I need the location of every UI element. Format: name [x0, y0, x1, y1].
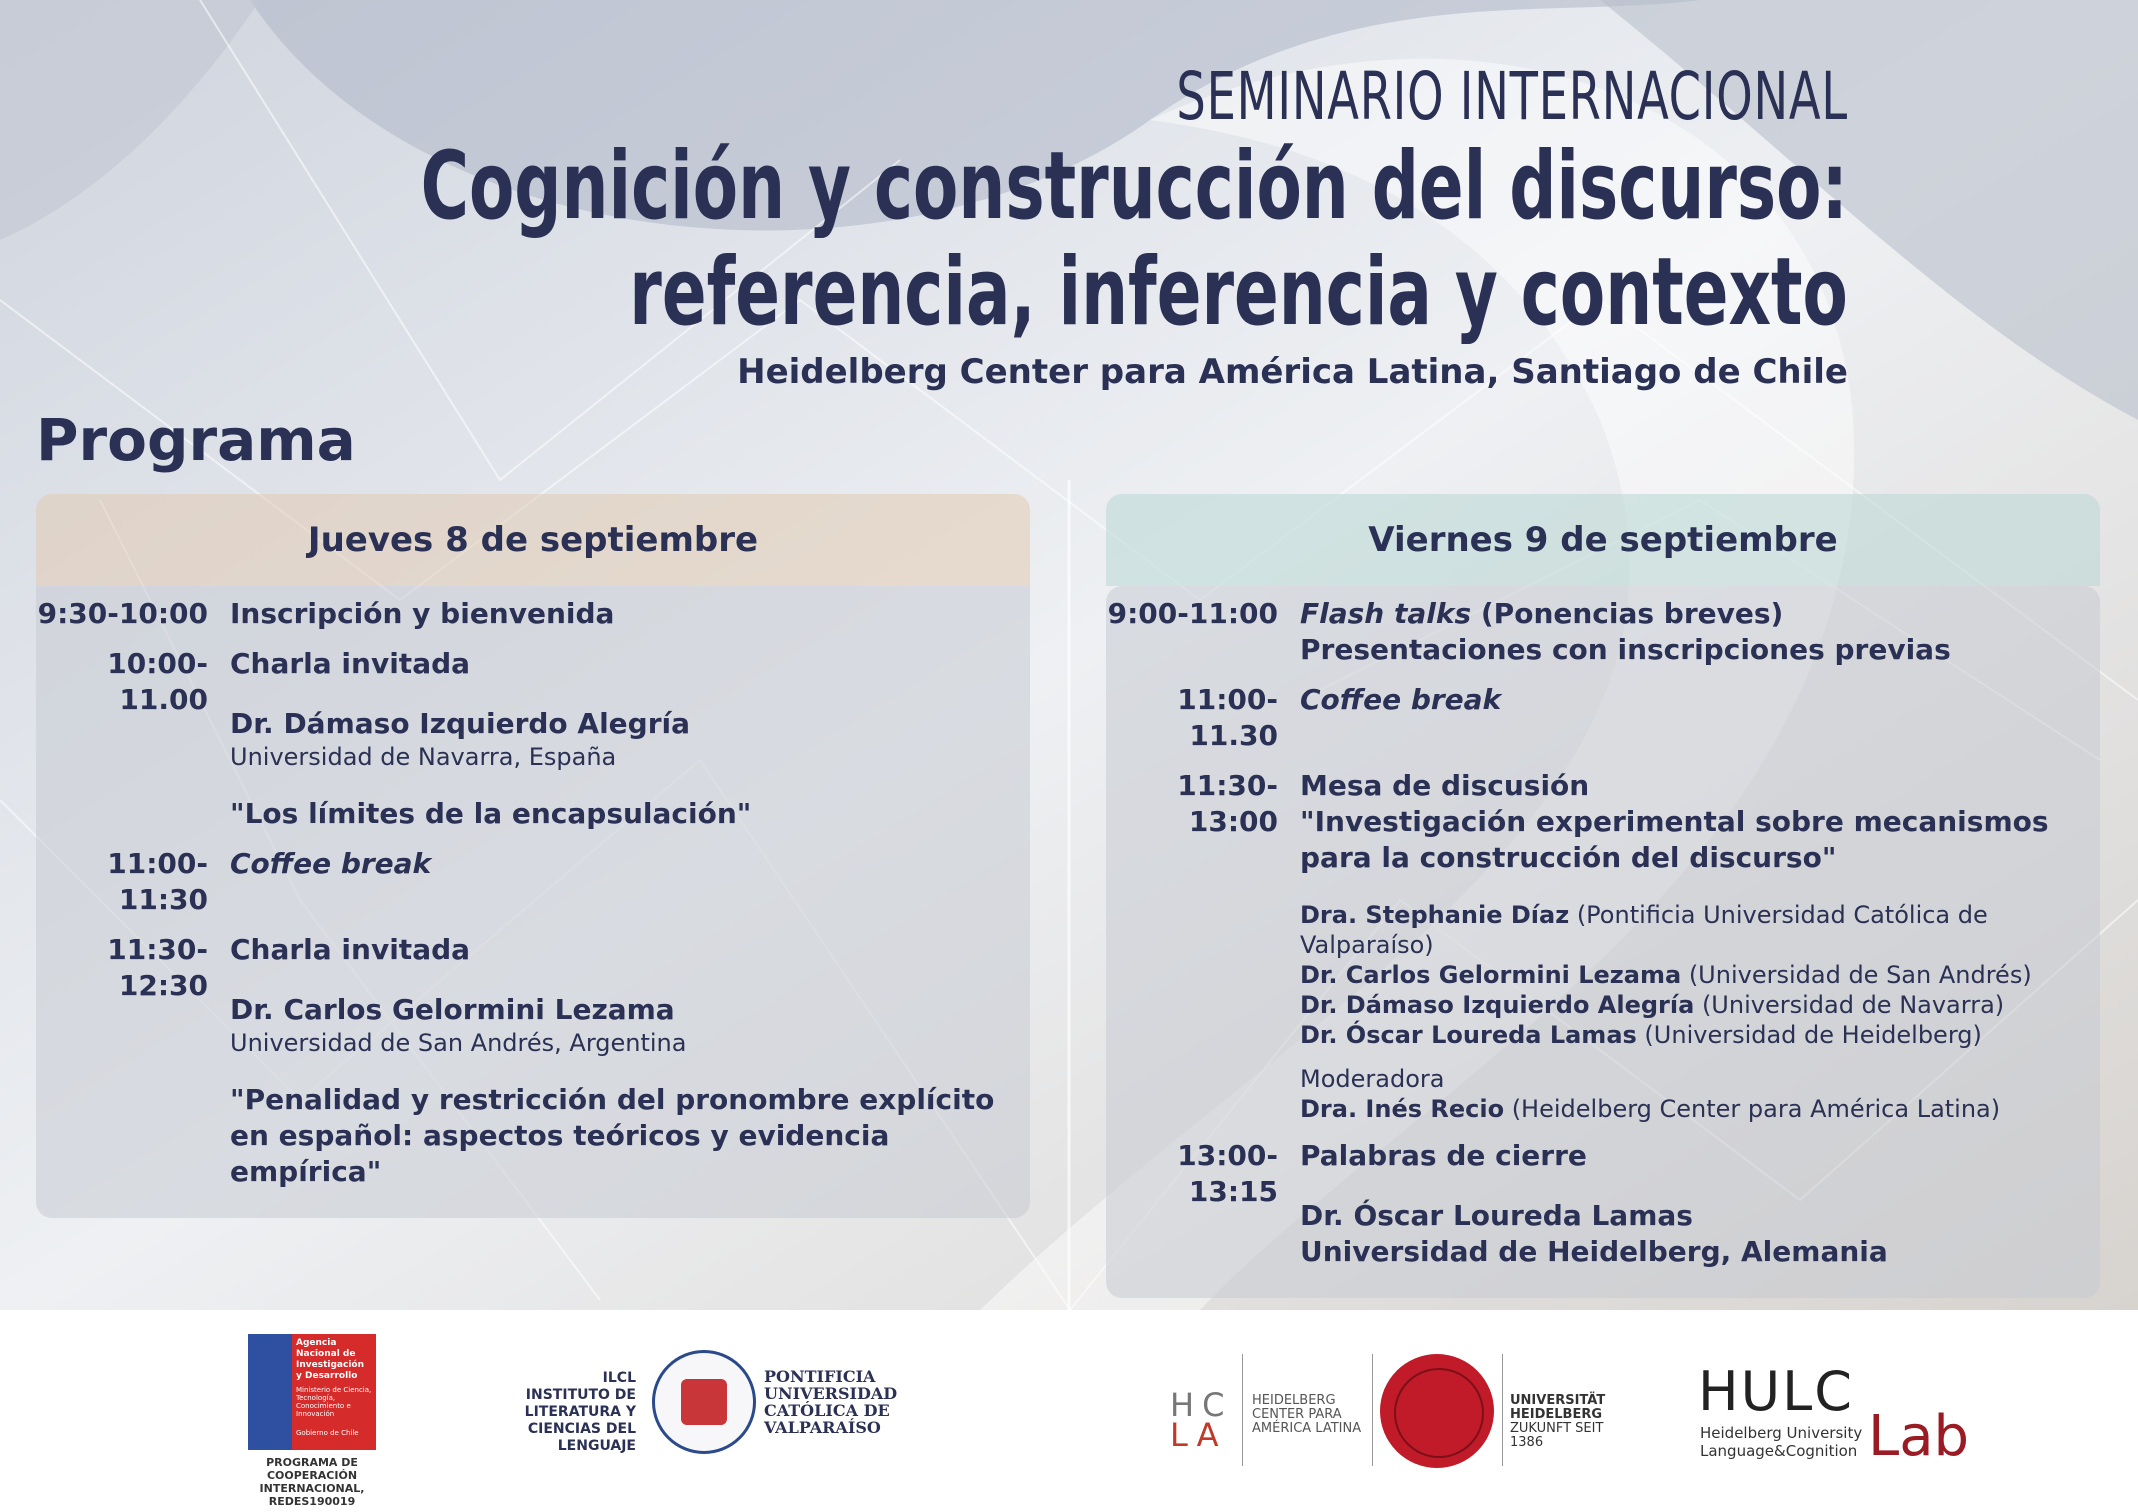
speaker-name: Dr. Óscar Loureda Lamas [1300, 1199, 1693, 1232]
speaker-name: Dr. Dámaso Izquierdo Alegría [230, 707, 691, 740]
title-line-2: referencia, inferencia y contexto [629, 238, 1848, 347]
divider [1372, 1354, 1373, 1466]
panel-member: Dr. Dámaso Izquierdo Alegría (Universidad de Navarra) [1300, 991, 2005, 1019]
talk-title: "Investigación experimental sobre mecanismos para la construcción del discurso" [1300, 805, 2049, 874]
item-time: 11:00-11:30 [107, 847, 208, 916]
day1-column [36, 494, 1030, 1218]
item-time: 10:00-11.00 [107, 647, 208, 716]
item-time: 11:00-11.30 [1177, 683, 1278, 752]
title-line-1: Cognición y construcción del discurso: [420, 132, 1848, 241]
talk-title: "Penalidad y restricción del pronombre explícito en español: aspectos teóricos y evidencia empírica" [230, 1083, 995, 1188]
speaker-name: Dr. Carlos Gelormini Lezama [230, 993, 675, 1026]
panel-member: Dra. Stephanie Díaz (Pontificia Universidad Católica de Valparaíso) [1300, 901, 1988, 959]
pucv-seal-icon [652, 1350, 756, 1454]
item-title: Coffee break [1300, 683, 1502, 716]
anid-gob: Gobierno de Chile [296, 1429, 359, 1437]
programa-heading: Programa [36, 406, 356, 474]
schedule-item [1106, 596, 2100, 668]
item-title: Mesa de discusión [1300, 769, 1590, 802]
hulc-lab: Lab [1868, 1404, 1970, 1469]
schedule-item [1106, 682, 2100, 754]
item-title: Coffee break [230, 847, 432, 880]
panel-member: Dr. Carlos Gelormini Lezama (Universidad de San Andrés) [1300, 961, 2032, 989]
anid-name: Agencia Nacional de Investigación y Desarrollo [296, 1338, 364, 1381]
schedule-item [36, 932, 1030, 1190]
day2-heading: Viernes 9 de septiembre [1106, 494, 2100, 586]
speaker-affiliation: Universidad de Navarra, España [230, 743, 617, 771]
item-title: Inscripción y bienvenida [230, 597, 615, 630]
hulc-logo: HULC [1698, 1360, 1854, 1423]
moderator: Dra. Inés Recio (Heidelberg Center para América Latina) [1300, 1095, 2001, 1123]
anid-ministry: Ministerio de Ciencia, Tecnología, Conocimiento e Innovación [296, 1386, 372, 1418]
item-time: 11:30-13:00 [1177, 769, 1278, 838]
schedule-item [36, 596, 1030, 632]
day1-heading: Jueves 8 de septiembre [36, 494, 1030, 586]
anid-logo [248, 1334, 376, 1450]
speaker-affiliation: Universidad de San Andrés, Argentina [230, 1029, 687, 1057]
day2-column [1106, 494, 2100, 1298]
item-content [1300, 596, 2100, 668]
hcla-name: HEIDELBERG CENTER PARA AMÉRICA LATINA [1252, 1393, 1362, 1436]
item-title-rest: (Ponencias breves) [1471, 597, 1784, 630]
hcla-logo: HC LA [1170, 1386, 1233, 1454]
footer-logos [0, 1310, 2138, 1512]
chile-star-icon [248, 1334, 292, 1450]
item-content [1300, 768, 2100, 1124]
talk-title: "Los límites de la encapsulación" [230, 797, 752, 830]
item-time: 11:30-12:30 [107, 933, 208, 1002]
item-title: Charla invitada [230, 647, 471, 680]
item-time: 13:00-13:15 [1177, 1139, 1278, 1208]
item-content [1300, 1138, 2100, 1270]
pucv-name: PONTIFICIA UNIVERSIDAD CATÓLICA DE VALPARAÍSO [764, 1367, 898, 1437]
item-title: Palabras de cierre [1300, 1139, 1587, 1172]
divider [1502, 1354, 1503, 1466]
item-title: Charla invitada [230, 933, 471, 966]
moderator-label: Moderadora [1300, 1065, 1445, 1093]
item-time: 9:00-11:00 [1107, 597, 1278, 630]
day2-schedule [1106, 586, 2100, 1298]
item-subtitle: Presentaciones con inscripciones previas [1300, 633, 1951, 666]
header [18, 60, 1848, 392]
schedule-item [1106, 1138, 2100, 1270]
ilcl-abbr: ILCL [602, 1370, 636, 1386]
item-time: 9:30-10:00 [37, 597, 208, 630]
seminar-label: SEMINARIO INTERNACIONAL [1176, 58, 1848, 135]
schedule-item [36, 646, 1030, 832]
schedule-item [1106, 768, 2100, 1124]
heidelberg-seal-icon [1380, 1354, 1494, 1468]
item-content [230, 646, 1030, 832]
panel-member: Dr. Óscar Loureda Lamas (Universidad de Heidelberg) [1300, 1021, 1982, 1049]
venue: Heidelberg Center para América Latina, Santiago de Chile [737, 352, 1848, 392]
schedule-item [36, 846, 1030, 918]
ilcl-name: INSTITUTO DE LITERATURA Y CIENCIAS DEL LENGUAJE [524, 1387, 636, 1454]
speaker-affiliation: Universidad de Heidelberg, Alemania [1300, 1235, 1888, 1268]
hulc-subtitle: Heidelberg University Language&Cognition [1700, 1424, 1863, 1460]
heidelberg-university: UNIVERSITÄT HEIDELBERG ZUKUNFT SEIT 1386 [1510, 1393, 1606, 1450]
day1-schedule [36, 586, 1030, 1218]
ilcl-logo [512, 1370, 636, 1455]
item-title-italic: Flash talks [1300, 597, 1472, 630]
item-content [230, 932, 1030, 1190]
divider [1242, 1354, 1243, 1466]
anid-caption: PROGRAMA DE COOPERACIÓN INTERNACIONAL, REDES190019 [259, 1456, 365, 1508]
